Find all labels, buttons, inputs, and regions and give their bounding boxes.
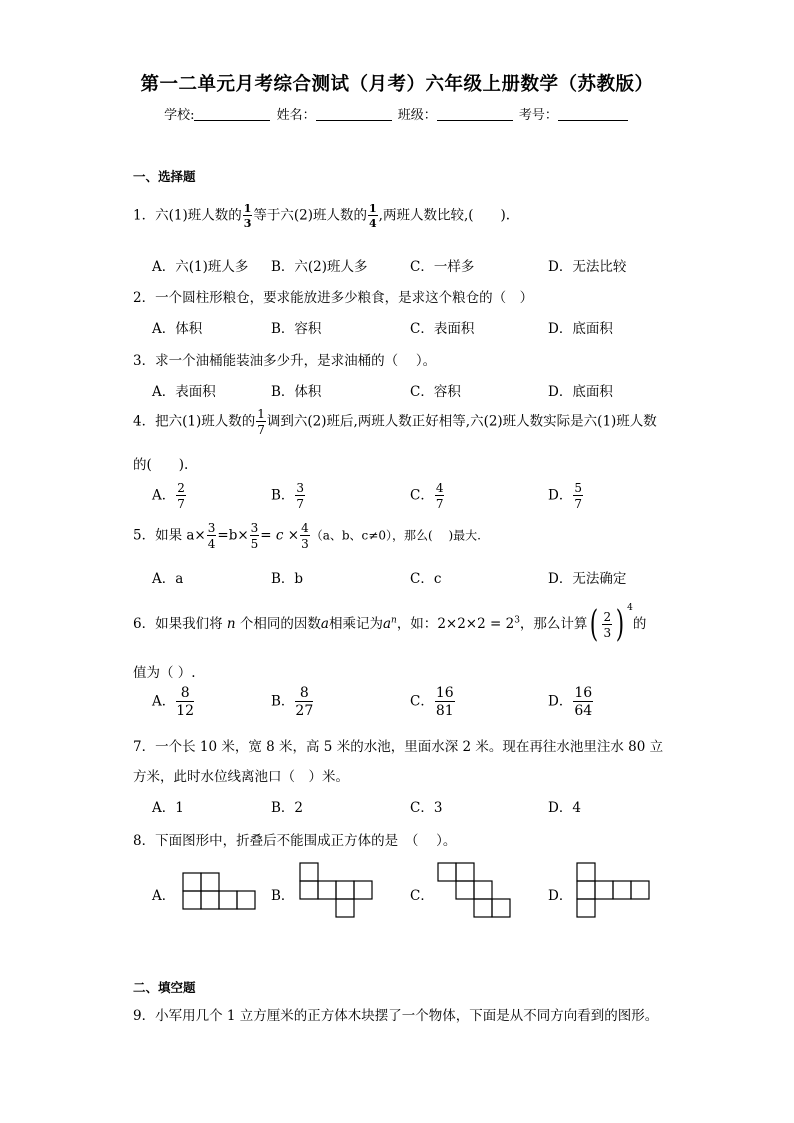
cube-net-c-icon xyxy=(437,862,515,918)
fraction: $\frac{16}{81}$ xyxy=(435,685,454,719)
section-heading: 一、选择题 xyxy=(133,169,196,184)
option-c[interactable]: C．一样多 xyxy=(410,259,475,275)
option-a[interactable]: A．1 xyxy=(152,800,184,816)
question-text: 的 xyxy=(632,616,647,632)
option-d[interactable]: D．无法确定 xyxy=(548,571,627,587)
option-d[interactable]: D． $\frac{16}{64}$ xyxy=(548,685,593,719)
option-a[interactable]: A． $\frac{8}{12}$ xyxy=(152,685,195,719)
class-blank[interactable] xyxy=(437,107,513,121)
question-7: 7．一个长 10 米，宽 8 米，高 5 米的水池，里面水深 2 米。现在再往水池里注水 80 立 xyxy=(133,739,664,755)
question-4 xyxy=(133,408,657,436)
fraction: $\frac{1}{4}$ xyxy=(369,202,377,230)
variable: a xyxy=(320,616,329,632)
option-b[interactable]: B． $\frac{8}{27}$ xyxy=(271,685,314,719)
question-text: ，如： xyxy=(396,616,438,632)
cube-net-b[interactable] xyxy=(299,862,375,918)
fraction: $\frac{1}{3}$ xyxy=(243,202,252,230)
cube-net-d-icon xyxy=(576,862,652,918)
question-3: 3．求一个油桶能装油多少升，是求油桶的（ ）。 xyxy=(133,353,437,369)
option-c[interactable]: C． xyxy=(410,888,434,904)
fraction: $\frac{3}{4}$ xyxy=(207,521,216,551)
option-b[interactable]: B．b xyxy=(271,571,304,587)
exponent: n xyxy=(391,615,397,626)
option-b[interactable]: B． xyxy=(271,888,295,904)
number-label: 考号： xyxy=(518,108,558,123)
variable: n xyxy=(226,616,236,632)
question-text: 4．把六(1)班人数的 xyxy=(133,413,256,430)
question-text: =b× xyxy=(217,527,249,544)
option-b[interactable]: B．容积 xyxy=(271,321,322,337)
fraction: $\frac{1}{7}$ xyxy=(257,407,265,437)
question-6-cont: 值为（ ）. xyxy=(133,665,196,681)
fraction: $\frac{3}{5}$ xyxy=(250,521,259,551)
fraction: $\frac{2}{3}$ xyxy=(603,609,612,640)
question-text: ,两班人数比较,( ). xyxy=(378,207,511,224)
option-c[interactable]: C．c xyxy=(410,571,442,587)
question-text: 等于六(2)班人数的 xyxy=(253,207,367,224)
question-text: ，那么计算 xyxy=(519,616,588,632)
fraction: $\frac{8}{27}$ xyxy=(295,685,314,719)
question-text: （a、b、c≠0），那么( )最大. xyxy=(310,528,481,543)
fraction: $\frac{3}{7}$ xyxy=(296,481,305,511)
question-text: 6．如果我们将 xyxy=(133,616,223,632)
number-blank[interactable] xyxy=(558,107,628,121)
page-title: 第一二单元月考综合测试（月考）六年级上册数学（苏教版） xyxy=(140,74,654,95)
option-a[interactable]: A． xyxy=(152,888,176,904)
question-6 xyxy=(133,603,646,643)
option-d[interactable]: D．底面积 xyxy=(548,384,613,400)
question-9: 9．小军用几个 1 立方厘米的正方体木块摆了一个物体，下面是从不同方向看到的图形。 xyxy=(133,1008,659,1024)
student-info xyxy=(0,104,794,123)
school-blank[interactable] xyxy=(194,107,270,121)
option-a[interactable]: A．a xyxy=(152,571,184,587)
exponent: 4 xyxy=(627,603,633,613)
option-c[interactable]: C．3 xyxy=(410,800,443,816)
option-a[interactable]: A．六(1)班人多 xyxy=(152,259,249,275)
option-b[interactable]: B．体积 xyxy=(271,384,322,400)
option-c[interactable]: C． $\frac{16}{81}$ xyxy=(410,685,454,719)
question-text: = c × xyxy=(260,527,300,544)
fraction: $\frac{16}{64}$ xyxy=(574,685,593,719)
variable: a xyxy=(382,616,392,632)
cube-net-a-icon xyxy=(182,871,256,911)
fraction: $\frac{2}{7}$ xyxy=(177,481,185,511)
fraction: $\frac{8}{12}$ xyxy=(176,685,195,719)
option-a[interactable]: A．体积 xyxy=(152,321,203,337)
left-paren-icon: ( xyxy=(590,603,599,645)
question-7-cont: 方米，此时水位线离池口（ ）米。 xyxy=(133,769,349,785)
school-label: 学校: xyxy=(164,108,195,123)
right-paren-icon: ) xyxy=(615,603,625,645)
question-text: 六(1)班人数的 xyxy=(155,207,242,224)
option-d[interactable]: D．无法比较 xyxy=(548,259,627,275)
option-b[interactable]: B．2 xyxy=(271,800,304,816)
name-blank[interactable] xyxy=(316,107,392,121)
option-c[interactable]: C． $\frac{4}{7}$ xyxy=(410,481,444,511)
fraction: $\frac{5}{7}$ xyxy=(574,481,582,511)
cube-net-a[interactable] xyxy=(182,871,256,911)
option-d[interactable]: D．4 xyxy=(548,800,581,816)
cube-net-c[interactable] xyxy=(437,862,515,918)
question-number: 1． xyxy=(133,207,156,224)
cube-net-d[interactable] xyxy=(576,862,652,918)
question-1 xyxy=(133,203,510,229)
option-c[interactable]: C．表面积 xyxy=(410,321,475,337)
option-d[interactable]: D．底面积 xyxy=(548,321,613,337)
equation: 2×2×2 = 2 xyxy=(437,616,515,632)
fraction: $\frac{4}{3}$ xyxy=(301,521,309,551)
exponent: 3 xyxy=(514,615,520,626)
question-5 xyxy=(133,522,481,550)
fraction: $\frac{4}{7}$ xyxy=(435,481,444,511)
question-text: 5．如果 a× xyxy=(133,527,206,544)
option-b[interactable]: B．六(2)班人多 xyxy=(271,259,368,275)
question-text: 个相同的因数 xyxy=(239,616,321,632)
name-label: 姓名： xyxy=(276,108,316,123)
question-4-cont: 的( ). xyxy=(133,457,189,473)
option-b[interactable]: B． $\frac{3}{7}$ xyxy=(271,481,305,511)
option-d[interactable]: D． xyxy=(548,888,573,904)
option-a[interactable]: A． $\frac{2}{7}$ xyxy=(152,481,185,511)
question-8: 8．下面图形中，折叠后不能围成正方体的是 （ ）。 xyxy=(133,833,457,849)
cube-net-b-icon xyxy=(299,862,375,918)
option-d[interactable]: D． $\frac{5}{7}$ xyxy=(548,481,582,511)
class-label: 班级： xyxy=(397,108,437,123)
question-text: 调到六(2)班后,两班人数正好相等,六(2)班人数实际是六(1)班人数 xyxy=(266,413,657,430)
option-a[interactable]: A．表面积 xyxy=(152,384,216,400)
option-c[interactable]: C．容积 xyxy=(410,384,461,400)
section-heading: 二、填空题 xyxy=(133,980,196,995)
question-2: 2．一个圆柱形粮仓，要求能放进多少粮食，是求这个粮仓的（ ） xyxy=(133,290,534,306)
question-text: 相乘记为 xyxy=(328,616,383,632)
